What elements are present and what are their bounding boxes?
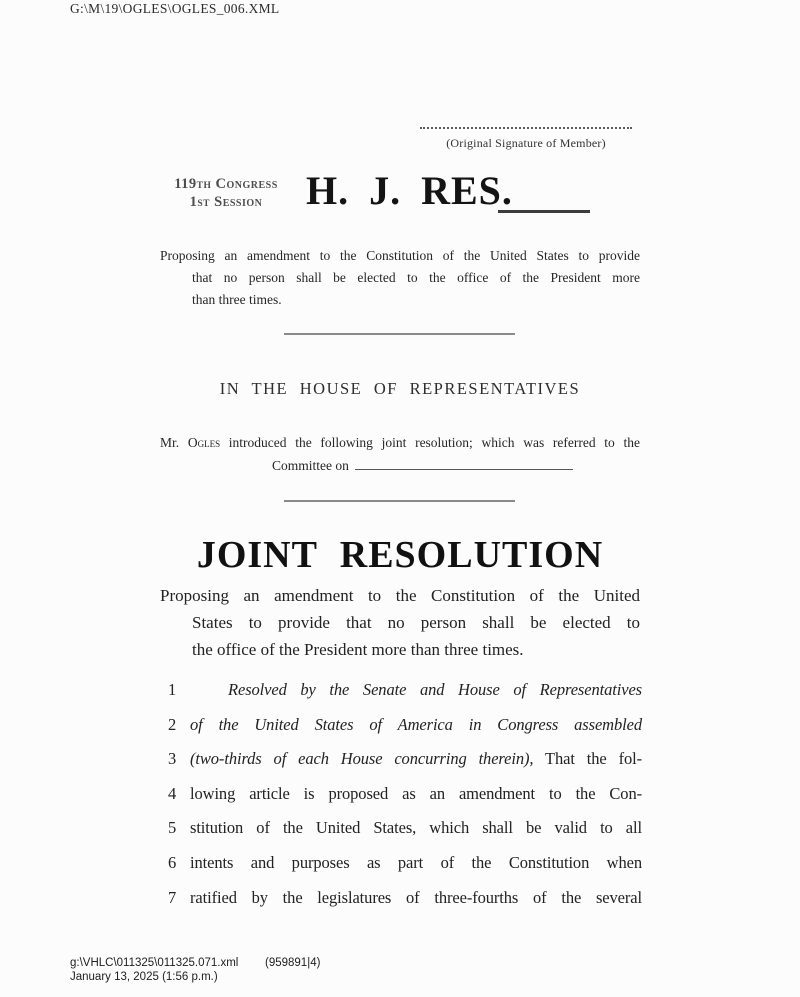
signature-dotted-line xyxy=(420,127,632,129)
chamber-heading: IN THE HOUSE OF REPRESENTATIVES xyxy=(219,379,581,398)
body-line xyxy=(165,777,642,812)
committee-label: Committee on xyxy=(272,457,349,473)
footer-metadata xyxy=(70,957,320,984)
footer-date: January 13, 2025 (1:56 p.m.) xyxy=(70,970,218,983)
body-line xyxy=(165,708,642,743)
congress-line: 119TH Congress xyxy=(174,176,278,192)
line-number: 5 xyxy=(168,818,177,838)
body-line xyxy=(165,811,642,846)
line-text: of the United States of America in Congress assembled xyxy=(190,714,642,734)
signature-block xyxy=(420,127,632,151)
committee-line xyxy=(160,455,640,478)
resolution-preamble-line: States to provide that no person shall be elected to xyxy=(192,613,640,632)
line-number: 2 xyxy=(168,714,177,734)
preamble-line: than three times. xyxy=(192,292,282,307)
bill-body-text xyxy=(165,673,642,915)
body-line xyxy=(165,673,642,708)
bill-type-title: H. J. RES. xyxy=(306,168,513,213)
line-number: 7 xyxy=(168,887,177,907)
line-number: 1 xyxy=(168,680,177,699)
preamble-paragraph xyxy=(160,245,640,311)
signature-caption: (Original Signature of Member) xyxy=(446,136,606,150)
line-text: stitution of the United States, which shall be valid to all xyxy=(190,818,642,838)
resolution-preamble-line: the office of the President more than three times. xyxy=(192,640,524,659)
line-number: 3 xyxy=(168,749,177,769)
introduction-text: introduced the following joint resolution; which was referred to the xyxy=(220,435,641,450)
footer-file-path: g:\VHLC\011325\011325.071.xml xyxy=(70,957,239,969)
footer-file-row xyxy=(70,957,320,971)
session-line: 1ST Session xyxy=(189,194,263,210)
body-line xyxy=(165,846,642,881)
resolution-title: JOINT RESOLUTION xyxy=(196,534,604,576)
line-text: Resolved by the Senate and House of Representatives xyxy=(228,680,642,699)
line-text: (two-thirds of each House concurring therein), That the fol- xyxy=(190,749,642,769)
section-divider xyxy=(284,333,515,335)
resolution-preamble xyxy=(160,582,640,663)
preamble-line: that no person shall be elected to the office of the President more xyxy=(192,270,640,285)
preamble-line: Proposing an amendment to the Constitution of the United States to provide xyxy=(160,248,640,263)
line-text: lowing article is proposed as an amendment to the Con- xyxy=(190,783,642,803)
committee-blank-line xyxy=(355,456,573,470)
resolution-preamble-line: Proposing an amendment to the Constitution of the United xyxy=(160,586,640,605)
line-text: ratified by the legislatures of three-fourths of the several xyxy=(190,887,642,907)
bill-number-blank-line xyxy=(498,186,590,213)
section-divider xyxy=(284,500,515,502)
sponsor-prefix: Mr. xyxy=(160,435,188,450)
line-number: 4 xyxy=(168,783,177,803)
introduction-paragraph xyxy=(160,432,640,477)
body-line xyxy=(165,742,642,777)
document-path: G:\M\19\OGLES\OGLES_006.XML xyxy=(70,1,280,16)
body-line xyxy=(165,881,642,916)
footer-code: (959891|4) xyxy=(265,957,321,969)
line-text: intents and purposes as part of the Constitution when xyxy=(190,852,642,872)
line-number: 6 xyxy=(168,852,177,872)
congress-session-block xyxy=(158,176,294,212)
sponsor-name: Ogles xyxy=(187,435,221,450)
introduction-line xyxy=(160,432,640,455)
